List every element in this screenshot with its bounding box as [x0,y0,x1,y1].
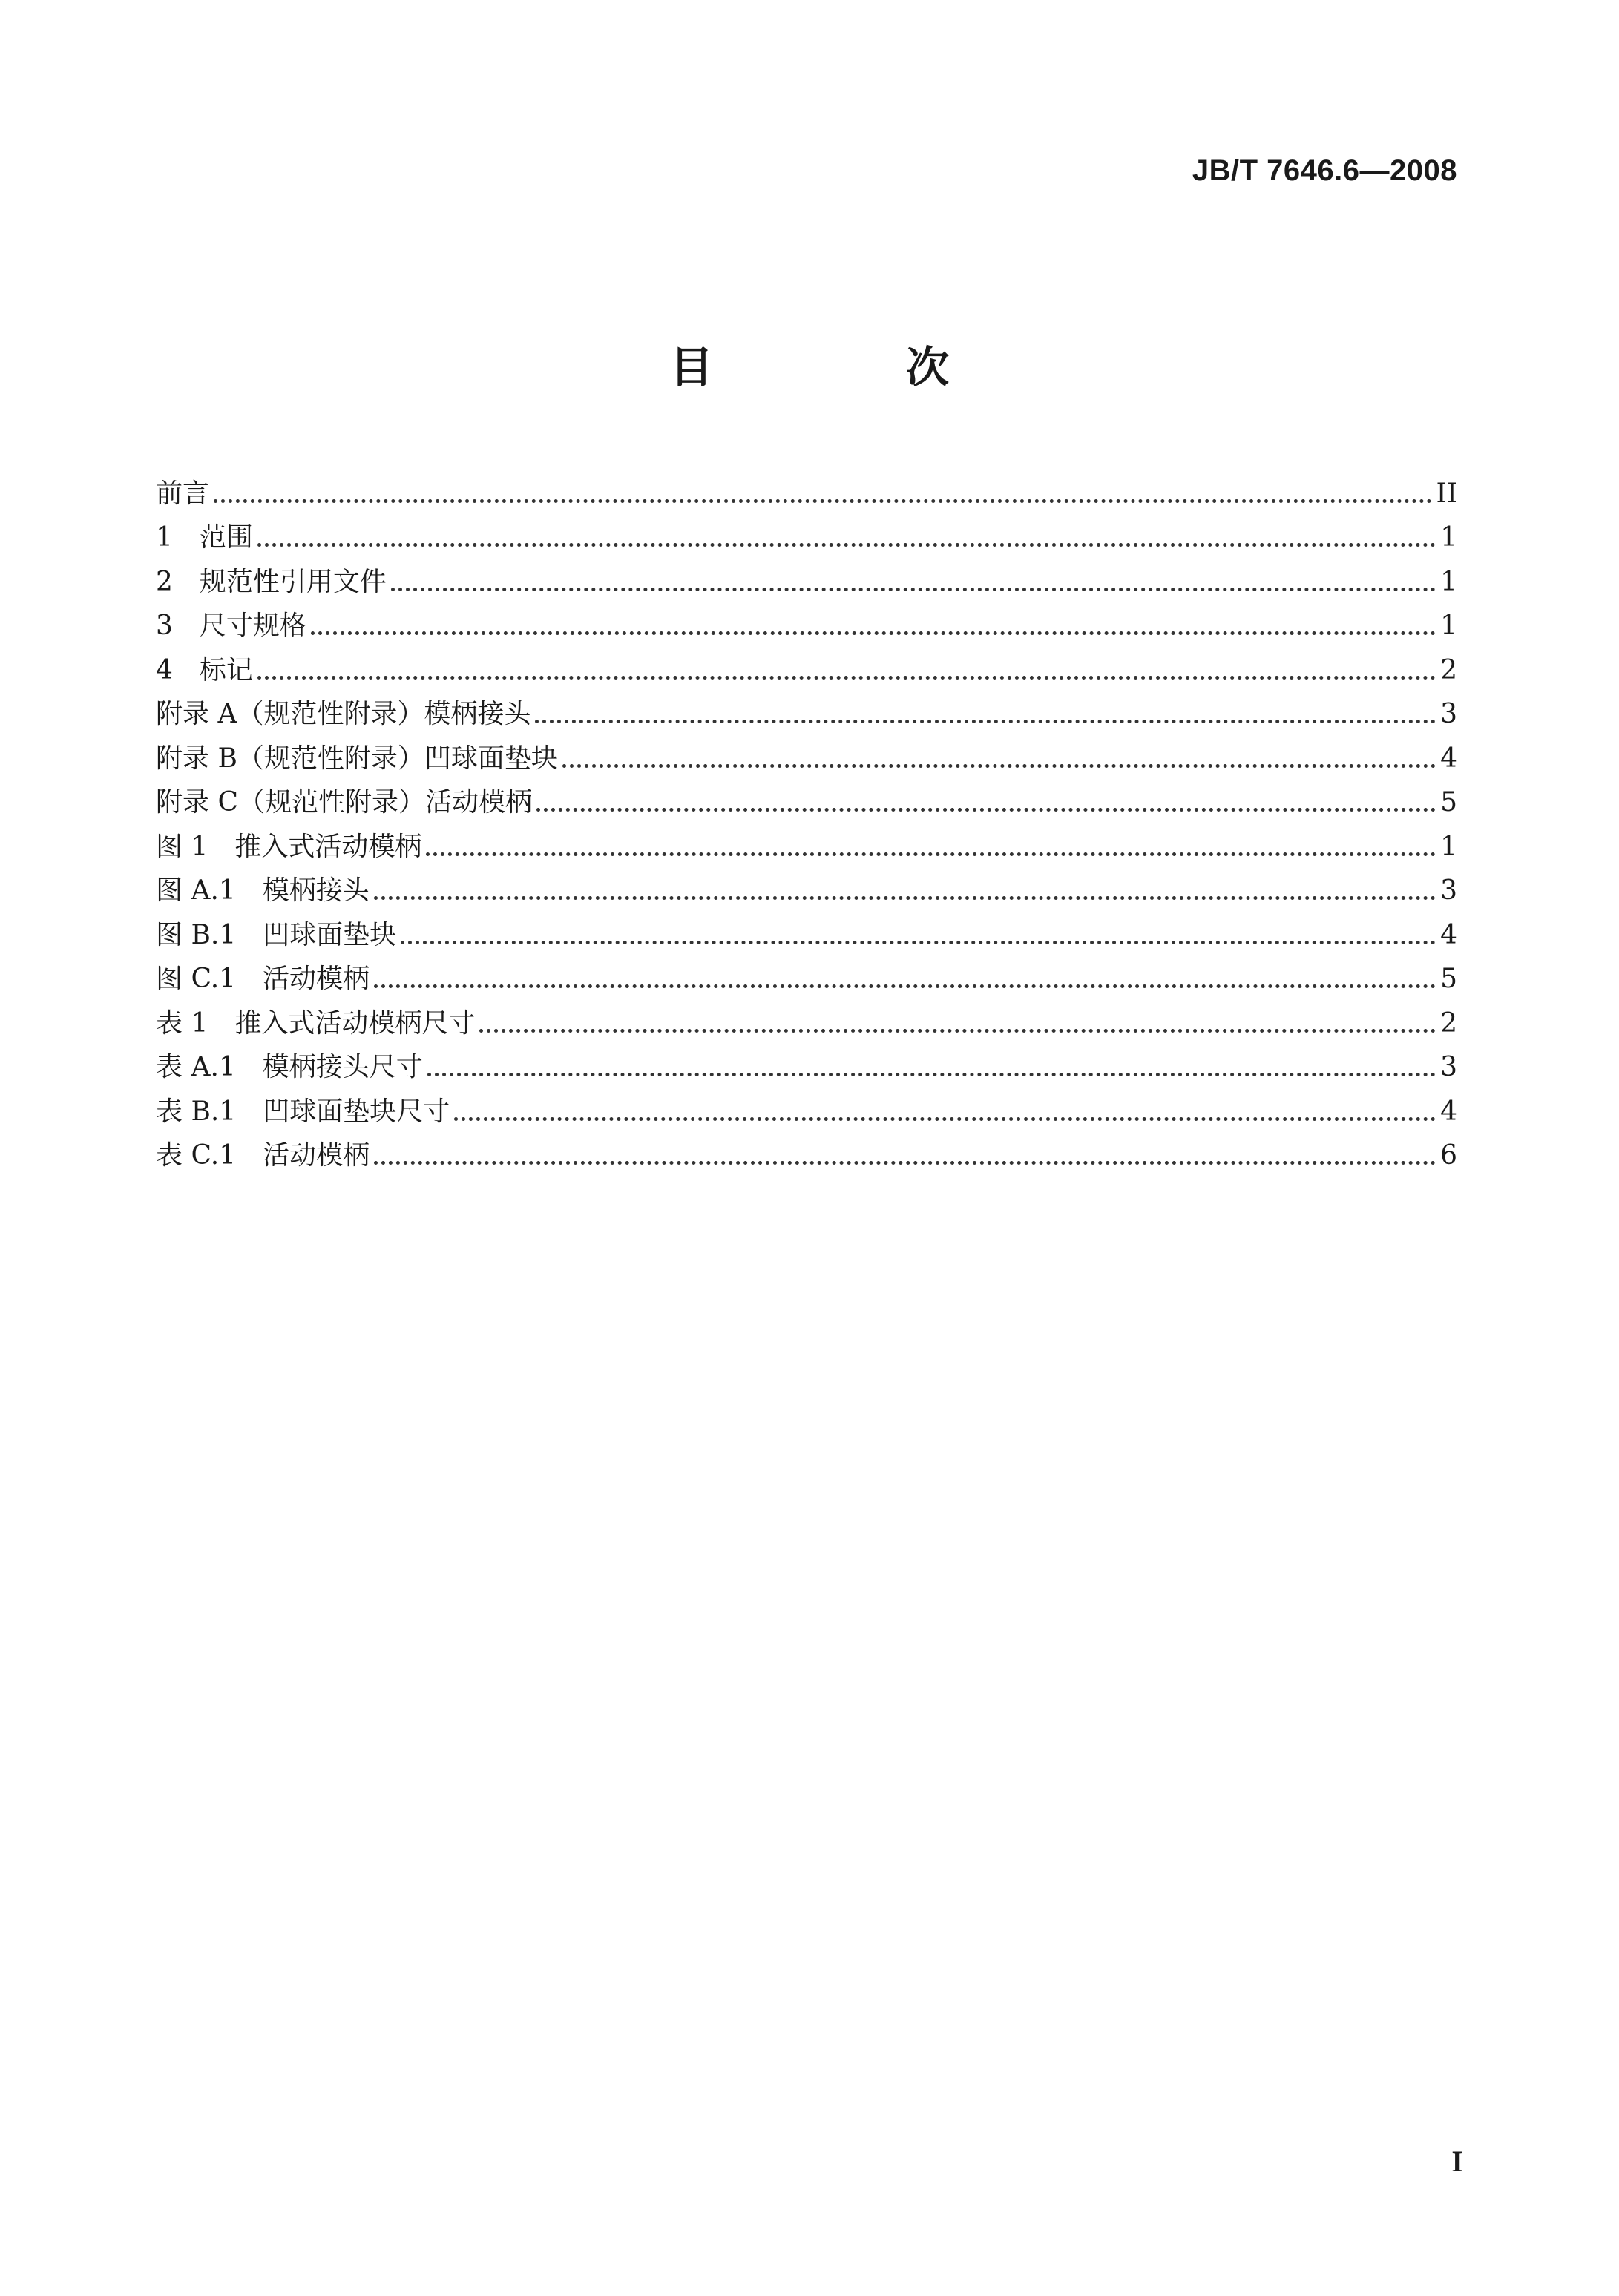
dot-leader [535,720,1436,723]
toc-entry-page: 4 [1440,743,1457,774]
dot-leader [427,1073,1436,1076]
page-title: 目 次 [669,342,1039,392]
toc-entry-page: 1 [1440,611,1457,641]
dot-leader [257,543,1436,547]
table-of-contents [156,466,1457,1172]
dot-leader [401,941,1436,944]
toc-entry-label: 表 1 推入式活动模柄尺寸 [156,1007,476,1039]
toc-entry-page: 3 [1440,699,1457,729]
dot-leader [374,896,1436,900]
toc-entry[interactable] [156,510,1457,555]
toc-entry[interactable] [156,1040,1457,1085]
toc-entry-page: 2 [1440,1007,1457,1039]
toc-entry-label: 表 A.1 模柄接头尺寸 [156,1052,423,1082]
toc-entry[interactable] [156,819,1457,864]
dot-leader [374,1161,1436,1165]
toc-entry[interactable] [156,775,1457,820]
toc-entry-label: 3 尺寸规格 [156,611,306,641]
dot-leader [391,588,1436,591]
toc-entry[interactable] [156,731,1457,775]
toc-entry[interactable] [156,1128,1457,1173]
toc-entry-page: 1 [1440,566,1457,597]
toc-entry-page: 3 [1440,875,1457,906]
toc-entry-label: 表 B.1 凹球面垫块尺寸 [156,1096,450,1127]
dot-leader [536,808,1436,812]
toc-entry[interactable] [156,466,1457,510]
toc-entry-label: 附录 B（规范性附录）凹球面垫块 [156,743,558,774]
toc-entry-label: 2 规范性引用文件 [156,566,387,597]
toc-entry-label: 1 范围 [156,522,253,553]
dot-leader [562,764,1436,768]
dot-leader [311,631,1436,635]
dot-leader [214,499,1432,503]
toc-entry-label: 附录 A（规范性附录）模柄接头 [156,699,531,729]
toc-entry-page: 5 [1440,787,1457,818]
toc-entry-label: 图 A.1 模柄接头 [156,875,370,906]
toc-entry-page: 3 [1440,1052,1457,1082]
dot-leader [257,676,1436,680]
dot-leader [374,984,1436,988]
toc-entry-page: 5 [1440,964,1457,994]
toc-entry-page: 1 [1440,522,1457,553]
toc-entry-label: 表 C.1 活动模柄 [156,1140,370,1171]
toc-entry[interactable] [156,996,1457,1040]
toc-entry-page: 6 [1440,1140,1457,1171]
toc-entry-page: II [1436,478,1457,509]
toc-entry[interactable] [156,864,1457,908]
toc-entry-label: 4 标记 [156,654,253,685]
dot-leader [454,1117,1436,1121]
dot-leader [426,852,1436,856]
toc-entry[interactable] [156,642,1457,687]
toc-entry-label: 图 C.1 活动模柄 [156,964,370,994]
toc-entry-label: 图 1 推入式活动模柄 [156,831,422,862]
toc-entry[interactable] [156,554,1457,599]
toc-entry[interactable] [156,952,1457,996]
toc-entry[interactable] [156,687,1457,731]
toc-entry-page: 2 [1440,654,1457,685]
toc-entry-label: 图 B.1 凹球面垫块 [156,919,397,950]
standard-number: JB/T 7646.6—2008 [1192,154,1457,187]
toc-entry-page: 4 [1440,1096,1457,1127]
toc-entry-page: 4 [1440,919,1457,950]
toc-entry[interactable] [156,1084,1457,1128]
page-number: I [1451,2145,1463,2178]
toc-entry-label: 前言 [156,478,210,509]
dot-leader [479,1029,1436,1033]
toc-entry[interactable] [156,907,1457,952]
toc-entry-label: 附录 C（规范性附录）活动模柄 [156,787,532,818]
toc-entry[interactable] [156,599,1457,643]
toc-entry-page: 1 [1440,831,1457,862]
